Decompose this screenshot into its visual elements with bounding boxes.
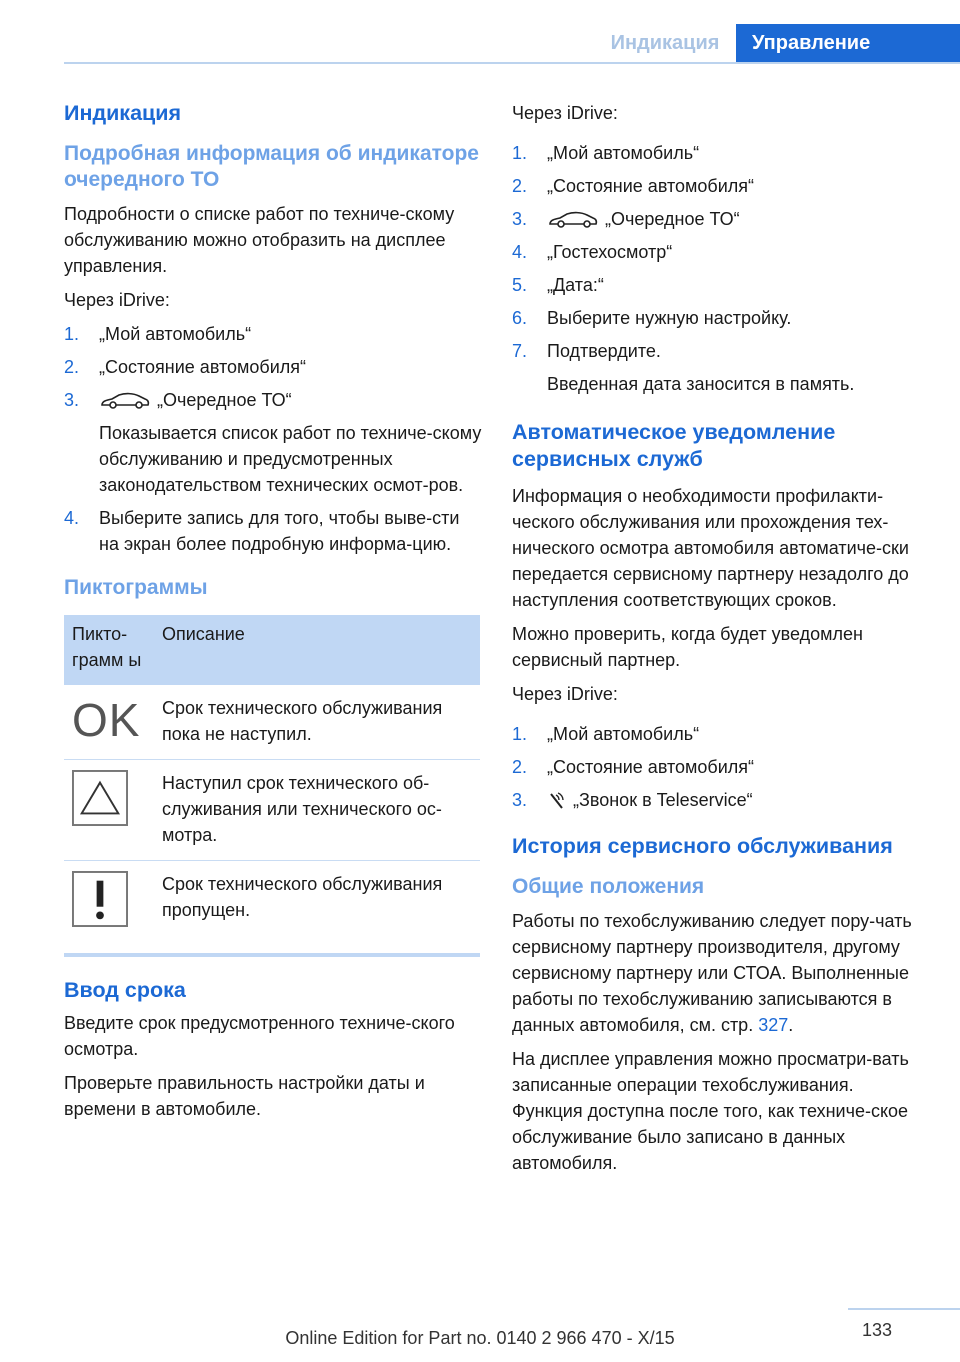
- heading-general: Общие положения: [512, 875, 705, 898]
- via-idrive: Через iDrive:: [512, 684, 618, 704]
- paragraph-date-2: Проверьте правильность настройки даты и времени в автомобиле.: [64, 1073, 425, 1119]
- steps-list: [512, 140, 928, 397]
- heading-auto-notification: Автоматическое уведомление сервисных служб: [512, 420, 836, 471]
- table-header-description: Описание: [154, 615, 480, 685]
- list-item: 2. „Состояние автомобиля“: [64, 357, 307, 377]
- list-item: 2. „Состояние автомобиля“: [512, 757, 755, 777]
- paragraph-date-1: Введите срок предусмотренного техниче-ского осмотра.: [64, 1013, 455, 1059]
- list-item: 3. „Очередное ТО“ Показывается список работ по техниче-скому обслуживанию и предусмотренных законодательством технических осмот-ров.: [64, 387, 482, 498]
- paragraph-history-1: Работы по техобслуживанию следует пору-чать сервисному партнеру производителя, другому сервисному партнеру или СТОА. Выполненные работы по техобслуживанию записываются в данных автомобиля, см. стр. 327.: [512, 911, 912, 1035]
- ok-icon: OK: [72, 694, 141, 746]
- list-item: 4. „Гостехосмотр“: [512, 242, 673, 262]
- car-service-icon: [547, 210, 599, 230]
- heading-indication: Индикация: [64, 101, 182, 125]
- via-idrive: Через iDrive:: [64, 290, 170, 310]
- step-detail: Введенная дата заносится в память.: [547, 374, 855, 394]
- paragraph-auto-2: Можно проверить, когда будет уведомлен сервисный партнер.: [512, 624, 863, 670]
- list-item: 4. Выберите запись для того, чтобы выве-сти на экран более подробную информа-цию.: [64, 508, 460, 554]
- footer-edition: Online Edition for Part no. 0140 2 966 470 - X/15: [285, 1328, 675, 1348]
- heading-date-entry: Ввод срока: [64, 978, 186, 1002]
- teleservice-icon: [547, 791, 567, 811]
- step-detail: Показывается список работ по техниче-скому обслуживанию и предусмотренных законодательством технических осмот-ров.: [99, 423, 482, 495]
- paragraph-auto-1: Информация о необходимости профилакти-ческого обслуживания или прохождения тех-нического осмотра автомобиля автоматиче-ски передается сервисному партнеру незадолго до наступления соответствующих сроков.: [512, 486, 909, 610]
- right-column: [512, 100, 928, 1184]
- left-column: [64, 100, 482, 1130]
- pictogram-table: [64, 615, 480, 939]
- table-cell: Срок технического обслуживания пропущен.: [162, 874, 443, 920]
- table-header-pictogram: Пикто-грамм ы: [64, 615, 154, 685]
- table-row: [64, 760, 480, 861]
- warning-triangle-icon: [72, 770, 128, 826]
- list-item: 1. „Мой автомобиль“: [512, 724, 700, 744]
- header-rule: [64, 62, 960, 64]
- list-item: 1. „Мой автомобиль“: [64, 324, 252, 344]
- footer-rule: [848, 1308, 960, 1310]
- tab-control[interactable]: Управление: [736, 24, 960, 62]
- list-item: 3. „Очередное ТО“: [512, 209, 740, 229]
- list-item: 7. Подтвердите. Введенная дата заносится в память.: [512, 338, 928, 397]
- exclamation-icon: [72, 871, 128, 927]
- table-row: [64, 685, 480, 760]
- table-cell: Наступил срок технического об-служивания или технического ос-мотра.: [154, 760, 480, 861]
- list-item: 5. „Дата:“: [512, 275, 604, 295]
- steps-list: [512, 721, 928, 813]
- page-link[interactable]: 327: [758, 1015, 789, 1035]
- list-item: 1. „Мой автомобиль“: [512, 143, 700, 163]
- list-item: 2. „Состояние автомобиля“: [512, 176, 755, 196]
- heading-history: История сервисного обслуживания: [512, 834, 893, 858]
- paragraph-detail: Подробности о списке работ по техниче-скому обслуживанию можно отобразить на дисплее управления.: [64, 204, 455, 276]
- heading-detail: Подробная информация об индикаторе очередного ТО: [64, 142, 479, 191]
- table-row: [64, 861, 480, 940]
- page-number: 133: [862, 1320, 893, 1340]
- table-end-rule: [64, 953, 480, 957]
- list-item: 3. „Звонок в Teleservice“: [512, 790, 753, 810]
- via-idrive: Через iDrive:: [512, 103, 618, 123]
- list-item: 6. Выберите нужную настройку.: [512, 308, 792, 328]
- car-service-icon: [99, 391, 151, 411]
- paragraph-history-2: На дисплее управления можно просматри-вать записанные операции техобслуживания. Функция доступна после того, как техниче-ское обслуживание было записано в данных автомобиля.: [512, 1049, 909, 1173]
- tab-indication[interactable]: Индикация: [610, 32, 720, 54]
- table-cell: Срок технического обслуживания пока не наступил.: [154, 685, 480, 760]
- steps-list: [64, 321, 482, 557]
- heading-pictograms: Пиктограммы: [64, 576, 208, 599]
